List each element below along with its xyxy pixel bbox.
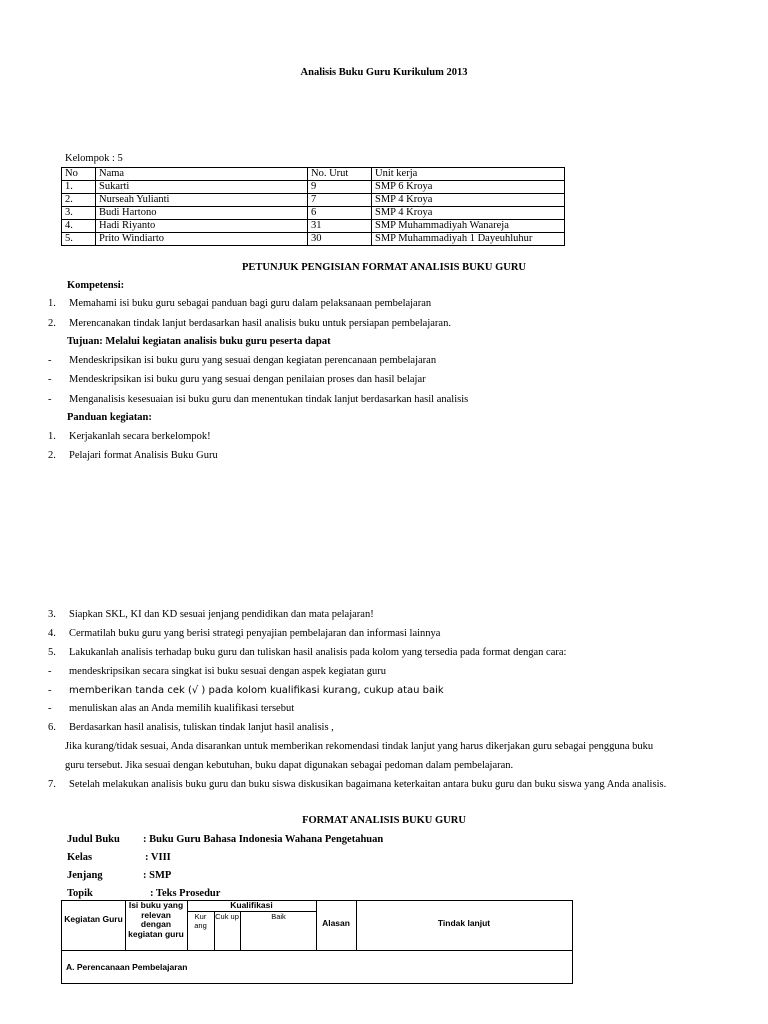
field-label-judul: Judul Buku [67, 834, 120, 845]
col-cukup: Cuk up [215, 912, 239, 921]
field-value-kelas: : VIII [145, 852, 171, 863]
col-kegiatan-guru: Kegiatan Guru [64, 914, 123, 924]
cell-no-urut: 6 [308, 207, 372, 220]
list-bullet: - [48, 666, 52, 677]
cell-nama: Hadi Riyanto [96, 220, 308, 233]
table-row [62, 233, 565, 246]
header-nama: Nama [96, 168, 308, 181]
cell-unit-kerja: SMP 4 Kroya [372, 194, 565, 207]
list-item: Memahami isi buku guru sebagai panduan bagi guru dalam pelaksanaan pembelajaran [69, 298, 432, 309]
list-item: Setelah melakukan analisis buku guru dan buku siswa diskusikan bagaimana keterkaitan antara buku guru dan buku siswa yang Anda analisis. [69, 779, 667, 790]
list-item: Menganalisis kesesuaian isi buku guru dan menentukan tindak lanjut berdasarkan hasil analisis [69, 394, 469, 405]
field-value-jenjang: : SMP [143, 870, 172, 881]
kompetensi-heading: Kompetensi: [67, 280, 125, 291]
section-a-label: A. Perencanaan Pembelajaran [66, 962, 188, 972]
field-value-topik: : Teks Prosedur [150, 888, 221, 899]
col-baik: Baik [271, 912, 286, 921]
analysis-table-header [62, 901, 572, 951]
analysis-table [61, 900, 573, 984]
list-bullet: - [48, 685, 52, 696]
members-table [61, 167, 565, 246]
cell-no: 5. [62, 233, 96, 246]
cell-unit-kerja: SMP Muhammadiyah Wanareja [372, 220, 565, 233]
table-row [62, 207, 565, 220]
list-number: 2. [48, 318, 56, 329]
list-number: 1. [48, 431, 56, 442]
cell-no: 1. [62, 181, 96, 194]
cell-nama: Budi Hartono [96, 207, 308, 220]
cell-no: 3. [62, 207, 96, 220]
list-item-continuation: guru tersebut. Jika sesuai dengan kebutuhan, buku dapat digunakan sebagai pedoman dalam pembelajaran. [65, 760, 514, 771]
list-item-continuation: Jika kurang/tidak sesuai, Anda disarankan untuk memberikan rekomendasi tindak lanjut yang harus dikerjakan guru sebagai pengguna buku [65, 741, 654, 752]
list-item: Kerjakanlah secara berkelompok! [69, 431, 211, 442]
cell-nama: Sukarti [96, 181, 308, 194]
col-tindak-lanjut: Tindak lanjut [437, 918, 491, 928]
list-item: Berdasarkan hasil analisis, tuliskan tindak lanjut hasil analisis , [69, 722, 334, 733]
tujuan-heading: Tujuan: Melalui kegiatan analisis buku guru peserta dapat [67, 336, 331, 347]
list-item: memberikan tanda cek (√ ) pada kolom kualifikasi kurang, cukup atau baik [69, 685, 444, 696]
cell-no-urut: 9 [308, 181, 372, 194]
table-row [62, 220, 565, 233]
field-label-jenjang: Jenjang [67, 870, 103, 881]
list-item: Merencanakan tindak lanjut berdasarkan hasil analisis buku untuk persiapan pembelajaran. [69, 318, 451, 329]
list-number: 2. [48, 450, 56, 461]
panduan-heading: Panduan kegiatan: [67, 412, 152, 423]
col-kurang: Kur ang [194, 912, 207, 930]
cell-unit-kerja: SMP Muhammadiyah 1 Dayeuhluhur [372, 233, 565, 246]
document-title: Analisis Buku Guru Kurikulum 2013 [300, 67, 468, 78]
cell-nama: Nurseah Yulianti [96, 194, 308, 207]
list-item: Lakukanlah analisis terhadap buku guru dan tuliskan hasil analisis pada kolom yang tersedia pada format dengan cara: [69, 647, 567, 658]
petunjuk-title: PETUNJUK PENGISIAN FORMAT ANALISIS BUKU GURU [241, 262, 527, 273]
cell-nama: Prito Windiarto [96, 233, 308, 246]
list-bullet: - [48, 703, 52, 714]
header-no: No [62, 168, 96, 181]
list-number: 5. [48, 647, 56, 658]
cell-no: 4. [62, 220, 96, 233]
table-row [62, 181, 565, 194]
list-number: 4. [48, 628, 56, 639]
list-item: mendeskripsikan secara singkat isi buku sesuai dengan aspek kegiatan guru [69, 666, 386, 677]
table-row [62, 194, 565, 207]
col-kualifikasi: Kualifikasi [230, 900, 273, 910]
cell-no-urut: 30 [308, 233, 372, 246]
cell-unit-kerja: SMP 4 Kroya [372, 207, 565, 220]
group-label: Kelompok : 5 [65, 153, 123, 164]
field-label-topik: Topik [67, 888, 93, 899]
list-number: 7. [48, 779, 56, 790]
field-value-judul: : Buku Guru Bahasa Indonesia Wahana Pengetahuan [143, 834, 384, 845]
list-item: Cermatilah buku guru yang berisi strategi penyajian pembelajaran dan informasi lainnya [69, 628, 441, 639]
list-number: 1. [48, 298, 56, 309]
cell-no-urut: 7 [308, 194, 372, 207]
list-item: Mendeskripsikan isi buku guru yang sesuai dengan kegiatan perencanaan pembelajaran [69, 355, 437, 366]
list-item: Mendeskripsikan isi buku guru yang sesuai dengan penilaian proses dan hasil belajar [69, 374, 426, 385]
header-no-urut: No. Urut [308, 168, 372, 181]
cell-no-urut: 31 [308, 220, 372, 233]
col-alasan: Alasan [322, 918, 350, 928]
format-title: FORMAT ANALISIS BUKU GURU [302, 815, 466, 826]
list-bullet: - [48, 355, 52, 366]
cell-no: 2. [62, 194, 96, 207]
list-item: menuliskan alas an Anda memilih kualifikasi tersebut [69, 703, 295, 714]
list-item: Pelajari format Analisis Buku Guru [69, 450, 218, 461]
header-unit-kerja: Unit kerja [372, 168, 565, 181]
list-item: Siapkan SKL, KI dan KD sesuai jenjang pendidikan dan mata pelajaran! [69, 609, 374, 620]
list-bullet: - [48, 374, 52, 385]
cell-unit-kerja: SMP 6 Kroya [372, 181, 565, 194]
list-bullet: - [48, 394, 52, 405]
members-table-header [62, 168, 565, 181]
list-number: 6. [48, 722, 56, 733]
field-label-kelas: Kelas [67, 852, 93, 863]
col-isi-buku: Isi buku yang relevan dengan kegiatan guru [128, 900, 184, 939]
list-number: 3. [48, 609, 56, 620]
